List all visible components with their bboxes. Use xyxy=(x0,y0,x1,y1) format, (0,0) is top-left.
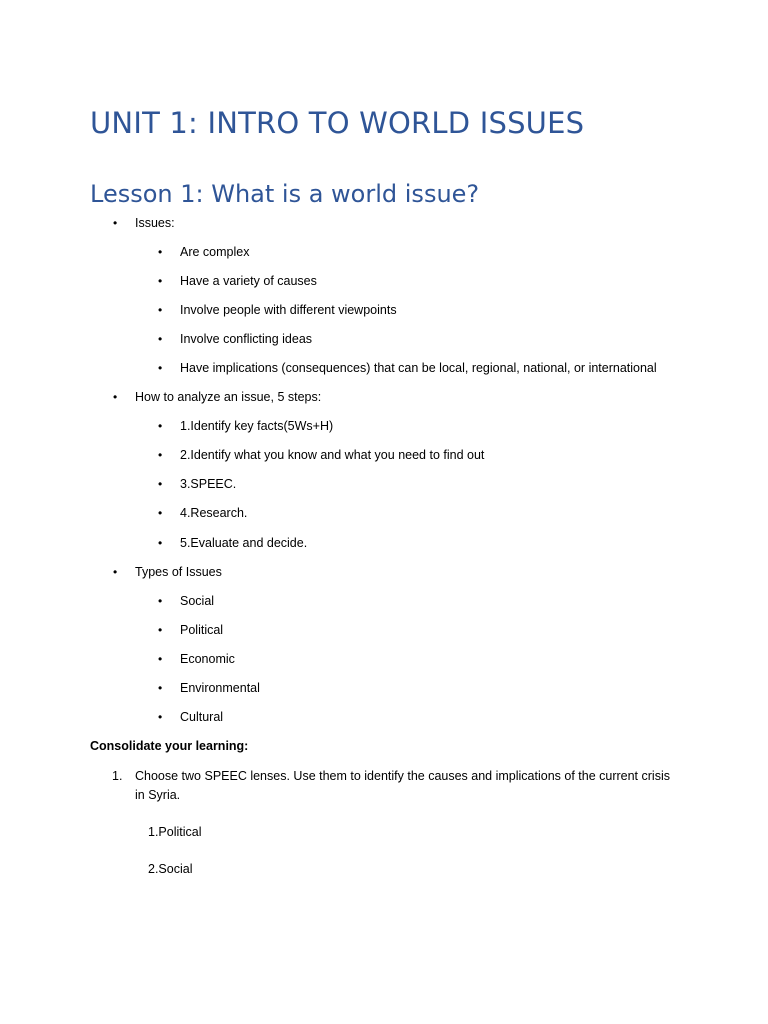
question-number: 1. xyxy=(112,769,123,783)
question-text-line2: in Syria. xyxy=(135,788,181,802)
bullet-marker: • xyxy=(158,710,163,724)
bullet-marker: • xyxy=(158,623,163,637)
bullet-marker: • xyxy=(113,216,118,230)
bullet-marker: • xyxy=(158,681,163,695)
bullet-marker: • xyxy=(158,361,163,375)
list-item: Have implications (consequences) that can be local, regional, national, or international xyxy=(180,361,657,375)
list-item: 1.Identify key facts(5Ws+H) xyxy=(180,419,334,433)
bullet-marker: • xyxy=(158,332,163,346)
list-item: Are complex xyxy=(180,245,250,259)
bullet-marker: • xyxy=(158,536,163,550)
list-item: Involve people with different viewpoints xyxy=(180,303,397,317)
section-label-issues: Issues: xyxy=(135,216,175,230)
unit-title: UNIT 1: INTRO TO WORLD ISSUES xyxy=(90,106,585,140)
bullet-marker: • xyxy=(158,477,163,491)
list-item: Social xyxy=(180,594,215,608)
question-text-line1: Choose two SPEEC lenses. Use them to identify the causes and implications of the current crisis xyxy=(135,769,670,783)
bullet-marker: • xyxy=(158,652,163,666)
answer-item: 2.Social xyxy=(148,862,193,876)
list-item: 5.Evaluate and decide. xyxy=(180,536,308,550)
list-item: Have a variety of causes xyxy=(180,274,317,288)
bullet-marker: • xyxy=(158,274,163,288)
list-item: Economic xyxy=(180,652,235,666)
section-label-steps: How to analyze an issue, 5 steps: xyxy=(135,390,322,404)
bullet-marker: • xyxy=(158,594,163,608)
bullet-marker: • xyxy=(158,448,163,462)
lesson-heading: Lesson 1: What is a world issue? xyxy=(90,180,480,208)
consolidate-heading: Consolidate your learning: xyxy=(90,739,249,753)
list-item: Environmental xyxy=(180,681,260,695)
bullet-marker: • xyxy=(158,303,163,317)
list-item: 3.SPEEC. xyxy=(180,477,237,491)
answer-item: 1.Political xyxy=(148,825,202,839)
bullet-marker: • xyxy=(158,245,163,259)
bullet-marker: • xyxy=(158,506,163,520)
list-item: Political xyxy=(180,623,224,637)
bullet-marker: • xyxy=(158,419,163,433)
list-item: 4.Research. xyxy=(180,506,248,520)
list-item: 2.Identify what you know and what you need to find out xyxy=(180,448,485,462)
bullet-marker: • xyxy=(113,390,118,404)
bullet-marker: • xyxy=(113,565,118,579)
list-item: Involve conflicting ideas xyxy=(180,332,313,346)
list-item: Cultural xyxy=(180,710,224,724)
section-label-types: Types of Issues xyxy=(135,565,222,579)
